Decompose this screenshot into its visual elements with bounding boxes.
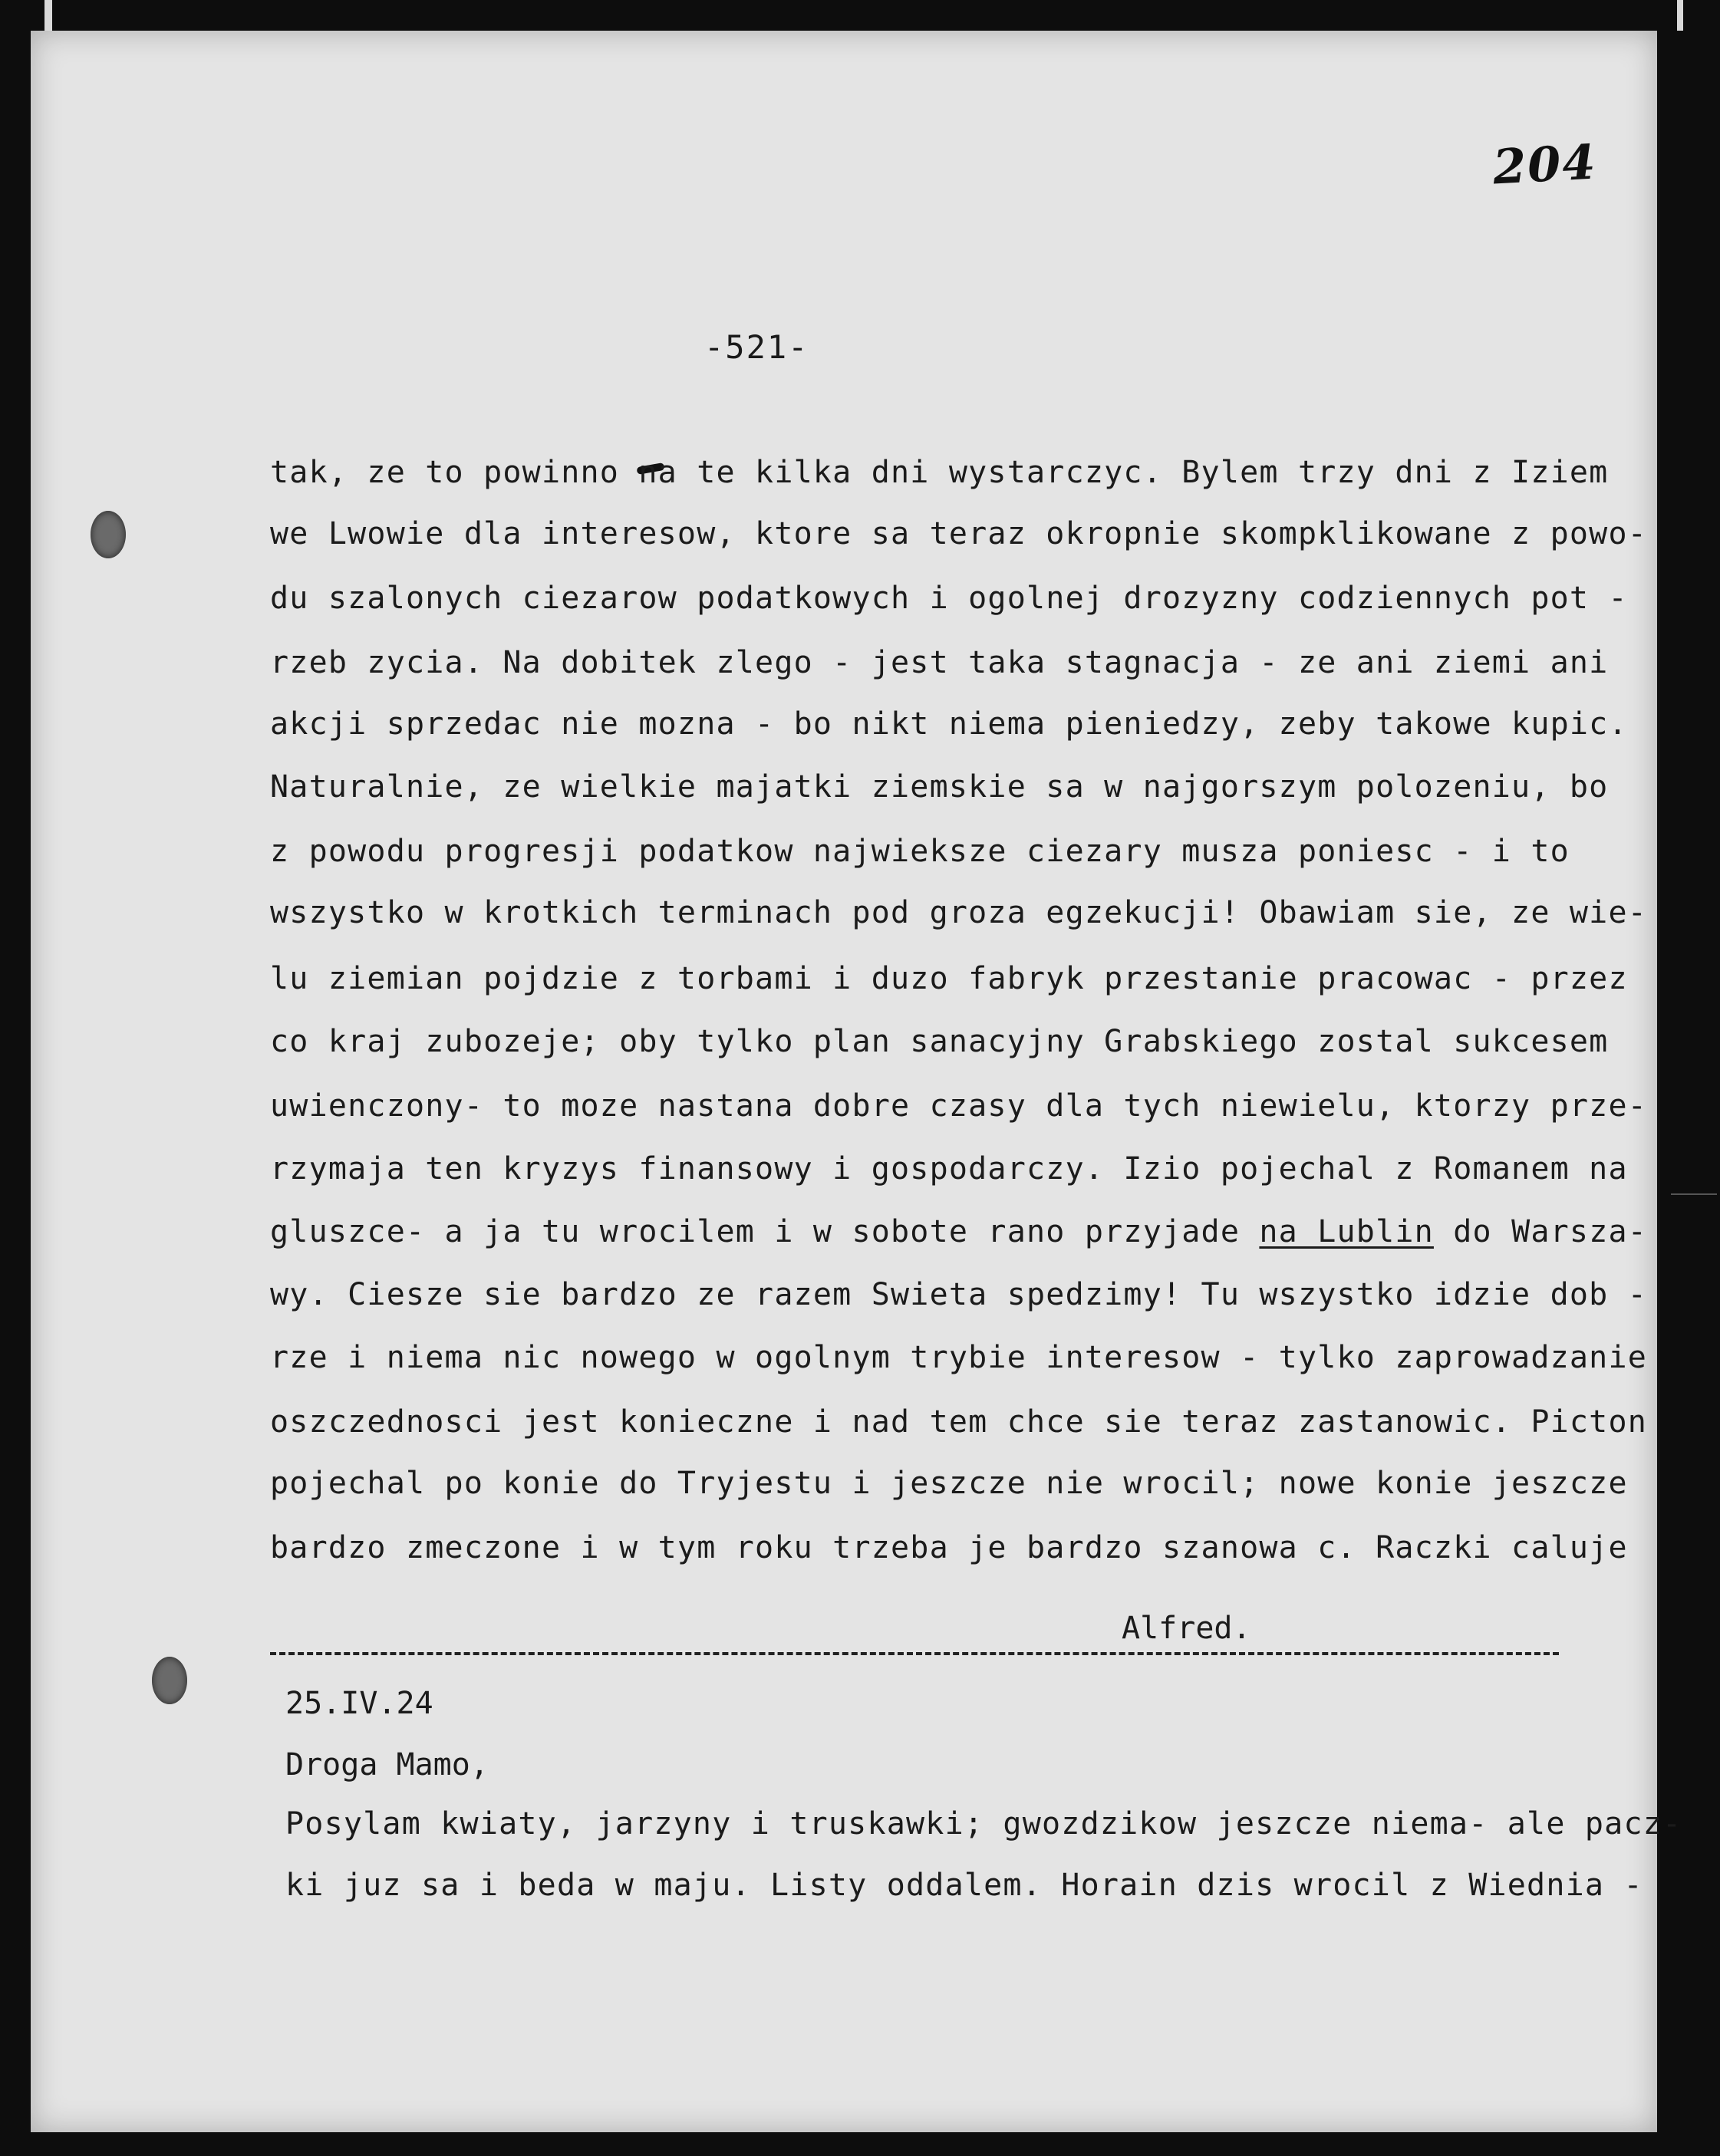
punch-hole-bottom	[152, 1657, 187, 1704]
letter-line: we Lwowie dla interesow, ktore sa teraz okropnie skompklikowane z powo-	[270, 516, 1648, 551]
letter-line: Posylam kwiaty, jarzyny i truskawki; gwozdzikow jeszcze niema- ale pacz-	[285, 1806, 1682, 1842]
letter-line: wy. Ciesze sie bardzo ze razem Swieta spedzimy! Tu wszystko idzie dob -	[270, 1277, 1648, 1312]
letter-line: rzeb zycia. Na dobitek zlego - jest taka stagnacja - ze ani ziemi ani	[270, 645, 1609, 680]
archive-number: 204	[1491, 133, 1599, 196]
letter-line: du szalonych ciezarow podatkowych i ogolnej drozyzny codziennych pot -	[270, 581, 1628, 616]
letter-line: akcji sprzedac nie mozna - bo nikt niema pieniedzy, zeby takowe kupic.	[270, 706, 1628, 742]
page-number: -521-	[704, 328, 809, 366]
salutation: Droga Mamo,	[285, 1747, 489, 1782]
letter-line: uwienczony- to moze nastana dobre czasy dla tych niewielu, ktorzy prze-	[270, 1088, 1648, 1124]
letter-line: rze i niema nic nowego w ogolnym trybie interesow - tylko zaprowadzanie	[270, 1340, 1648, 1375]
letter-date: 25.IV.24	[285, 1686, 433, 1721]
letter-line: rzymaja ten kryzys finansowy i gospodarczy. Izio pojechal z Romanem na	[270, 1151, 1628, 1187]
letter-line: co kraj zubozeje; oby tylko plan sanacyjny Grabskiego zostal sukcesem	[270, 1024, 1609, 1059]
letter-line: lu ziemian pojdzie z torbami i duzo fabryk przestanie pracowac - przez	[270, 961, 1628, 996]
letter-line: oszczednosci jest konieczne i nad tem chce sie teraz zastanowic. Picton	[270, 1404, 1648, 1440]
letter-line: bardzo zmeczone i w tym roku trzeba je bardzo szanowa c. Raczki caluje	[270, 1530, 1628, 1565]
letter-line: Naturalnie, ze wielkie majatki ziemskie sa w najgorszym polozeniu, bo	[270, 769, 1609, 805]
dashed-separator	[270, 1652, 1559, 1655]
letter-line-text: gluszce- a ja tu wrocilem i w sobote rano przyjade	[270, 1214, 1260, 1249]
film-edge-left	[44, 0, 52, 31]
letter-line: tak, ze to powinno na te kilka dni wystarczyc. Bylem trzy dni z Iziem	[270, 455, 1609, 490]
punch-hole-top	[91, 511, 126, 558]
letter-line: ki juz sa i beda w maju. Listy oddalem. Horain dzis wrocil z Wiednia -	[285, 1868, 1643, 1903]
margin-mark	[1671, 1193, 1717, 1195]
letter-line: wszystko w krotkich terminach pod groza egzekucji! Obawiam sie, ze wie-	[270, 895, 1648, 930]
underlined-place: na Lublin	[1259, 1214, 1434, 1249]
letter-line: pojechal po konie do Tryjestu i jeszcze nie wrocil; nowe konie jeszcze	[270, 1466, 1628, 1501]
letter-line-tail: do Warsza-	[1433, 1214, 1648, 1249]
signature: Alfred.	[1122, 1611, 1251, 1646]
film-edge-right	[1677, 0, 1683, 31]
letter-line: z powodu progresji podatkow najwieksze ciezary musza poniesc - i to	[270, 834, 1570, 869]
letter-line	[270, 1216, 1647, 1247]
